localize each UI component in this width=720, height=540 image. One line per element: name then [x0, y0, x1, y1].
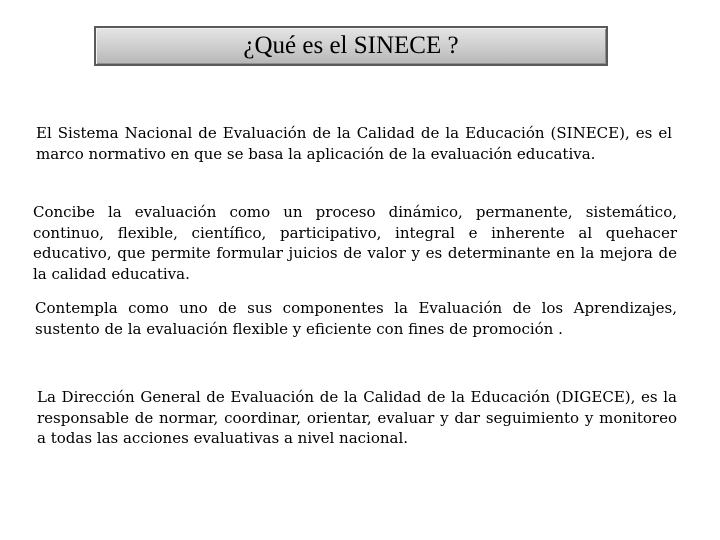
page-title: ¿Qué es el SINECE ? [243, 32, 459, 59]
paragraph-sinece-definition: El Sistema Nacional de Evaluación de la Calidad de la Educación (SINECE), es el marco normativo en que se basa la aplicación de la evaluación educativa. [36, 124, 672, 163]
paragraph-evaluation-concept: Concibe la evaluación como un proceso dinámico, permanente, sistemático, continuo, flexible, científico, participativo, integral e inherente al quehacer educativo, que permite formular juicios de valor y es determinante en la mejora de la calidad educativa. [33, 203, 677, 283]
paragraph-digece: La Dirección General de Evaluación de la Calidad de la Educación (DIGECE), es la responsable de normar, coordinar, orientar, evaluar y dar seguimiento y monitoreo a todas las acciones evaluativas a nivel nacional. [37, 388, 677, 447]
paragraph-learning-evaluation: Contempla como uno de sus componentes la Evaluación de los Aprendizajes, sustento de la evaluación flexible y eficiente con fines de promoción . [35, 299, 677, 338]
title-banner [94, 26, 608, 66]
